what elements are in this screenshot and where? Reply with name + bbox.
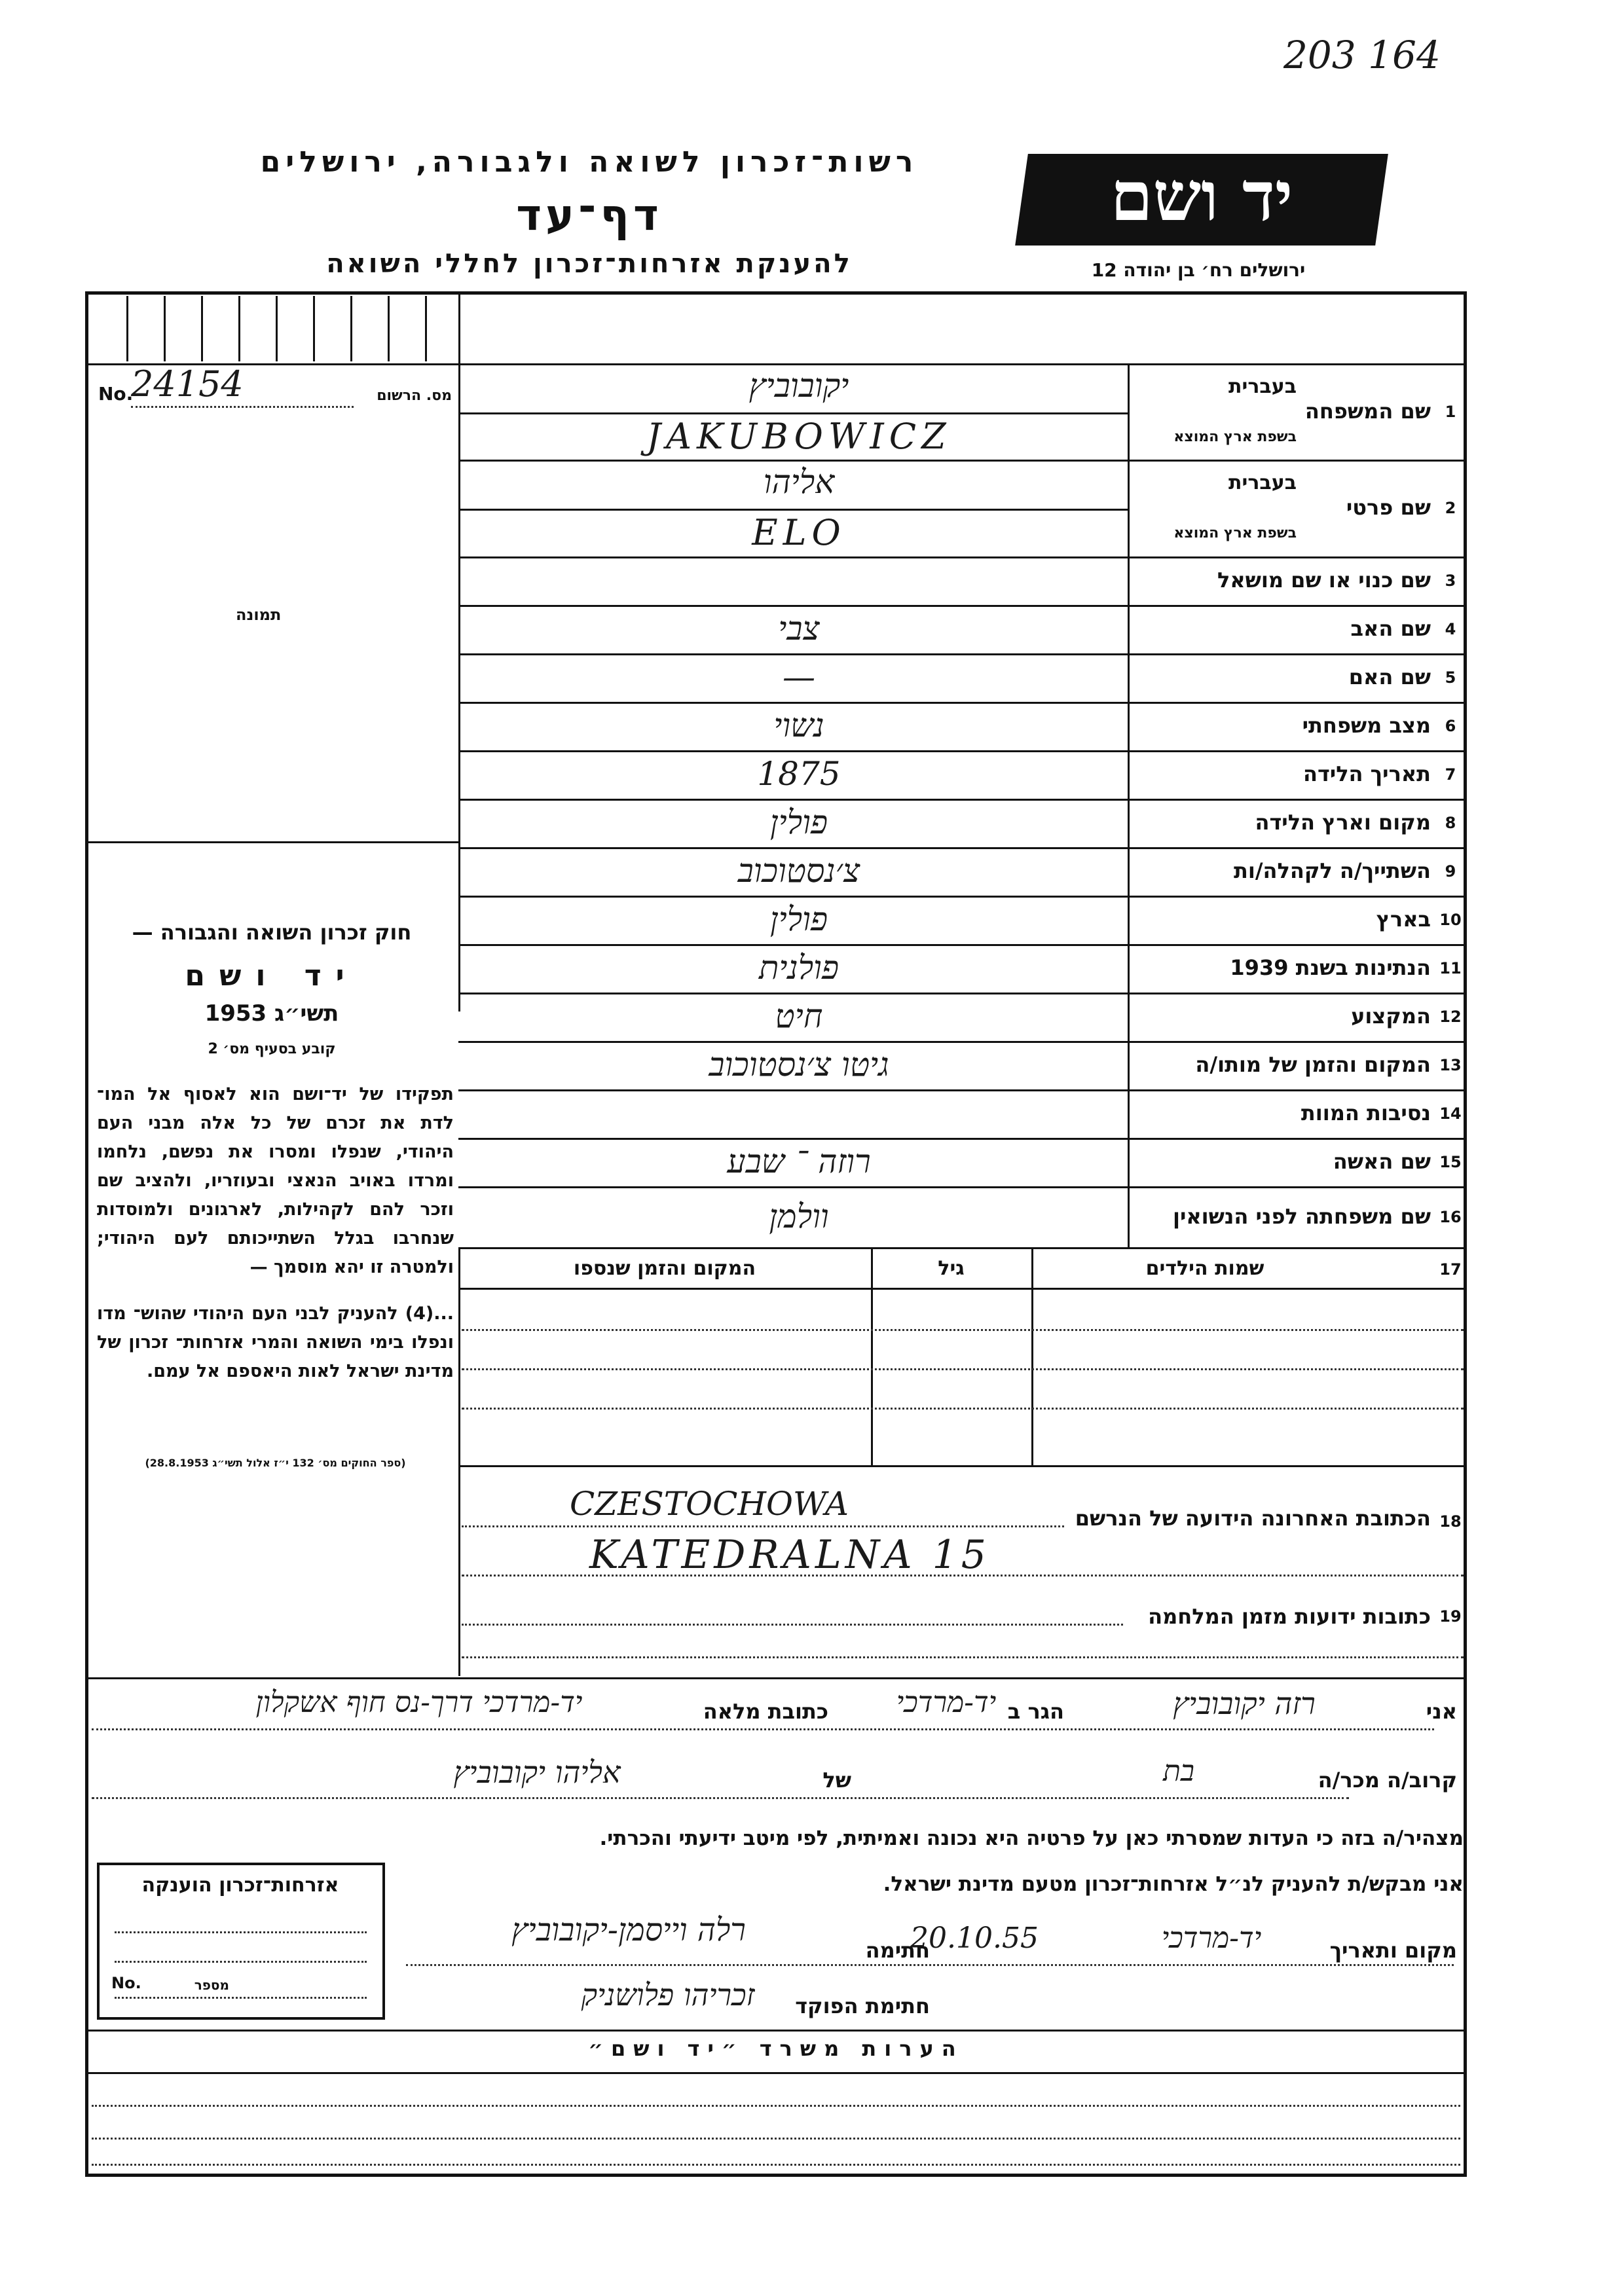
field-18-number: 18: [1439, 1512, 1462, 1531]
decl-relation-value: בת: [1162, 1755, 1195, 1788]
law-citation: (ספר החוקים מס׳ 132 י״ז אלול תשי״ג 28.8.1953): [145, 1457, 406, 1469]
citizenship-no-prefix: No.: [111, 1974, 141, 1992]
field-4-label: שם האב: [1350, 616, 1431, 641]
decl-statement-1: מצהיר/ה בזה כי העדות שמסרתי כאן על פרטיה היא נכונה ואמיתית, לפי מיטב ידיעתי והכרתי.: [599, 1827, 1464, 1850]
decl-signature-label: חתימה: [865, 1938, 930, 1963]
decl-place-date: מקום ותאריך: [1329, 1938, 1457, 1963]
field-2-label: שם פרטי: [1346, 495, 1431, 520]
remarks-title: הערות משרד ״יד ושם״: [588, 2036, 964, 2061]
field-8-label: מקום וארץ הלידה: [1255, 810, 1431, 835]
field-12-value: חיט: [775, 997, 823, 1035]
field-11-number: 11: [1439, 959, 1462, 977]
field-row-divider: [458, 702, 1467, 704]
field-row-divider: [458, 799, 1467, 801]
field-14-number: 14: [1439, 1104, 1462, 1123]
law-year: תשי״ג 1953: [204, 1000, 339, 1027]
field-15-label: שם האשה: [1333, 1149, 1431, 1174]
decl-name-value: רזה יקובוביץ: [1173, 1686, 1316, 1721]
field-2-origin-tag: בשפת ארץ המוצא: [1173, 525, 1297, 541]
field-12-label: המקצוע: [1351, 1004, 1431, 1029]
field-9-label: השתייך/ה לקהלה/ות: [1233, 858, 1431, 883]
last-address-line-2: KATEDRALNA 15: [589, 1532, 990, 1578]
field-15-number: 15: [1439, 1153, 1462, 1171]
institution-name: רשות־זכרון לשואה ולגבורה, ירושלים: [260, 145, 919, 179]
field-6-value: נשוי: [773, 706, 824, 744]
field-row-divider: [458, 1186, 1467, 1188]
field-8-number: 8: [1445, 814, 1456, 832]
decl-officer-label: חתימת הפוקד: [795, 1994, 930, 2018]
code-boxes: [89, 296, 462, 361]
form-title: דף־עד: [516, 190, 663, 240]
field-5-label: שם האם: [1348, 665, 1431, 689]
field-13-value: גיטו צ׳נסטוכוב: [709, 1046, 889, 1084]
field-10-label: בארץ: [1376, 907, 1431, 932]
field-1-value: יקובוביץ: [748, 367, 849, 405]
decl-place-value: יד-מרדכי: [1161, 1922, 1262, 1955]
registration-number: 24154: [131, 363, 244, 405]
field-13-number: 13: [1439, 1056, 1462, 1074]
decl-officer-value: זכריהו פלושניק: [581, 1977, 755, 2013]
photo-label: תמונה: [236, 606, 282, 624]
field-row-divider: [458, 1138, 1467, 1140]
field-row-divider: [458, 1041, 1467, 1043]
field-2-value-latin: ELO: [752, 512, 846, 553]
field-19-number: 19: [1439, 1607, 1462, 1626]
field-row-divider: [458, 750, 1467, 752]
decl-statement-2: אני מבקש/ת להעניק לנ״ל אזרחות־זכרון מטעם מדינת ישראל.: [883, 1872, 1464, 1896]
law-text-1: תפקידו של יד־ושם הוא לאסוף אל המו־ לדת את זכרם של כל אלה מבני העם היהודי, שנפלו ומסרו את נפשם, נלחמו ומרדו באויב הנאצי ובעוזריו, ולהציב שם וזכר להם לקהילות, לארגונים ולמוסדות שנחרבו בגלל השתייכותם לעם היהודי; ולמטרה זו יהא מוסמך —: [97, 1084, 454, 1277]
law-title: חוק זכרון השואה והגבורה —: [132, 920, 412, 945]
field-row-divider: [458, 412, 1128, 414]
children-names-header: שמות הילדים: [1145, 1257, 1264, 1280]
field-5-number: 5: [1445, 668, 1456, 687]
field-10-value: פולין: [769, 900, 828, 938]
last-address-line-1: CZESTOCHOWA: [570, 1485, 849, 1523]
field-2-hebrew-tag: בעברית: [1228, 471, 1297, 494]
field-1-origin-tag: בשפת ארץ המוצא: [1173, 429, 1297, 445]
field-1-label: שם המשפחה: [1304, 398, 1431, 424]
law-text-2: ...(4) להעניק לבני העם היהודי שהוש־ מדו ונפלו בימי השואה והמרי אזרחות־ זכרון של מדינת ישראל לאות היאספם אל עמם.: [97, 1303, 454, 1381]
field-row-divider: [458, 605, 1467, 607]
decl-full-address: כתובת מלאה: [703, 1699, 828, 1724]
field-16-label: שם משפחתה לפני הנשואין: [1172, 1203, 1431, 1229]
field-6-number: 6: [1445, 717, 1456, 735]
field-row-divider: [458, 944, 1467, 946]
field-11-label: הנתינות בשנת 1939: [1230, 955, 1431, 980]
registration-label: מס. הרשום: [377, 388, 452, 404]
corner-number: 203 164: [1283, 33, 1441, 77]
field-15-value: רוזה ־ שבע: [727, 1142, 871, 1180]
law-name: יד ושם: [185, 959, 359, 993]
field-12-number: 12: [1439, 1008, 1462, 1026]
field-8-value: פולין: [769, 803, 828, 841]
field-16-value: וולמן: [769, 1197, 829, 1235]
field-3-number: 3: [1445, 572, 1456, 590]
field-3-label: שם כנוי או שם מושאל: [1217, 568, 1431, 592]
field-11-value: פולנית: [758, 949, 840, 987]
field-4-number: 4: [1445, 620, 1456, 638]
field-14-label: נסיבות המוות: [1301, 1101, 1431, 1125]
field-4-value: צבי: [778, 610, 820, 647]
field-row-divider: [458, 460, 1467, 462]
field-9-value: צ׳נסטוכוב: [737, 852, 860, 890]
field-9-number: 9: [1445, 862, 1456, 881]
logo-text: יד ושם: [1110, 156, 1293, 236]
form-subtitle: להענקת אזרחות־זכרון לחללי השואה: [326, 249, 853, 279]
field-6-label: מצב משפחתי: [1302, 713, 1431, 738]
decl-relative: קרוב/ה מכר/ה: [1318, 1768, 1457, 1793]
field-18-label: הכתובת האחרונה הידועה של הנרשם: [1075, 1506, 1431, 1531]
field-row-divider: [458, 1089, 1467, 1091]
children-place-header: המקום והזמן שנספו: [573, 1257, 756, 1280]
field-7-value: 1875: [757, 755, 841, 793]
field-1-number: 1: [1445, 402, 1456, 421]
field-1-hebrew-tag: בעברית: [1228, 375, 1297, 398]
field-1-value-latin: JAKUBOWICZ: [646, 416, 951, 457]
decl-of-value: אליהו יקובוביץ: [453, 1755, 621, 1790]
law-section: קובע בסעיף מס׳ 2: [208, 1041, 336, 1057]
field-row-divider: [458, 993, 1467, 994]
field-row-divider: [458, 896, 1467, 898]
decl-address-value: יד-מרדכי דרך-נס חוף אשקלון: [255, 1686, 583, 1719]
decl-city-value: יד-מרדכי: [896, 1686, 997, 1719]
logo-address: ירושלים רח׳ בן יהודה 12: [1091, 259, 1306, 281]
citizenship-number-label: מספר: [194, 1977, 229, 1993]
field-2-number: 2: [1445, 499, 1456, 517]
field-7-number: 7: [1445, 765, 1456, 784]
field-row-divider: [458, 847, 1467, 849]
field-row-divider: [458, 509, 1128, 511]
field-13-label: המקום והזמן של מותו/ה: [1195, 1052, 1431, 1077]
decl-of: של: [822, 1768, 851, 1793]
field-row-divider: [458, 653, 1467, 655]
decl-ani: אני: [1426, 1699, 1457, 1724]
registration-prefix: No.: [98, 383, 134, 405]
field-row-divider: [458, 556, 1467, 558]
citizenship-box-title: אזרחות־זכרון הוענקה: [141, 1874, 339, 1897]
decl-lives-in: הגר ב: [1007, 1699, 1064, 1724]
children-age-header: גיל: [938, 1257, 965, 1280]
field-10-number: 10: [1439, 911, 1462, 929]
field-17-number: 17: [1439, 1260, 1462, 1279]
field-19-label: כתובות ידועות מזמן המלחמה: [1148, 1604, 1431, 1629]
field-2-value: אליהו: [763, 463, 835, 501]
decl-signature-value: רלה וייסמן-יקובוביץ: [511, 1912, 746, 1948]
field-16-number: 16: [1439, 1207, 1462, 1226]
decl-date-value: 20.10.55: [910, 1922, 1039, 1955]
field-5-value: —: [783, 658, 815, 696]
field-7-label: תאריך הלידה: [1302, 761, 1431, 786]
